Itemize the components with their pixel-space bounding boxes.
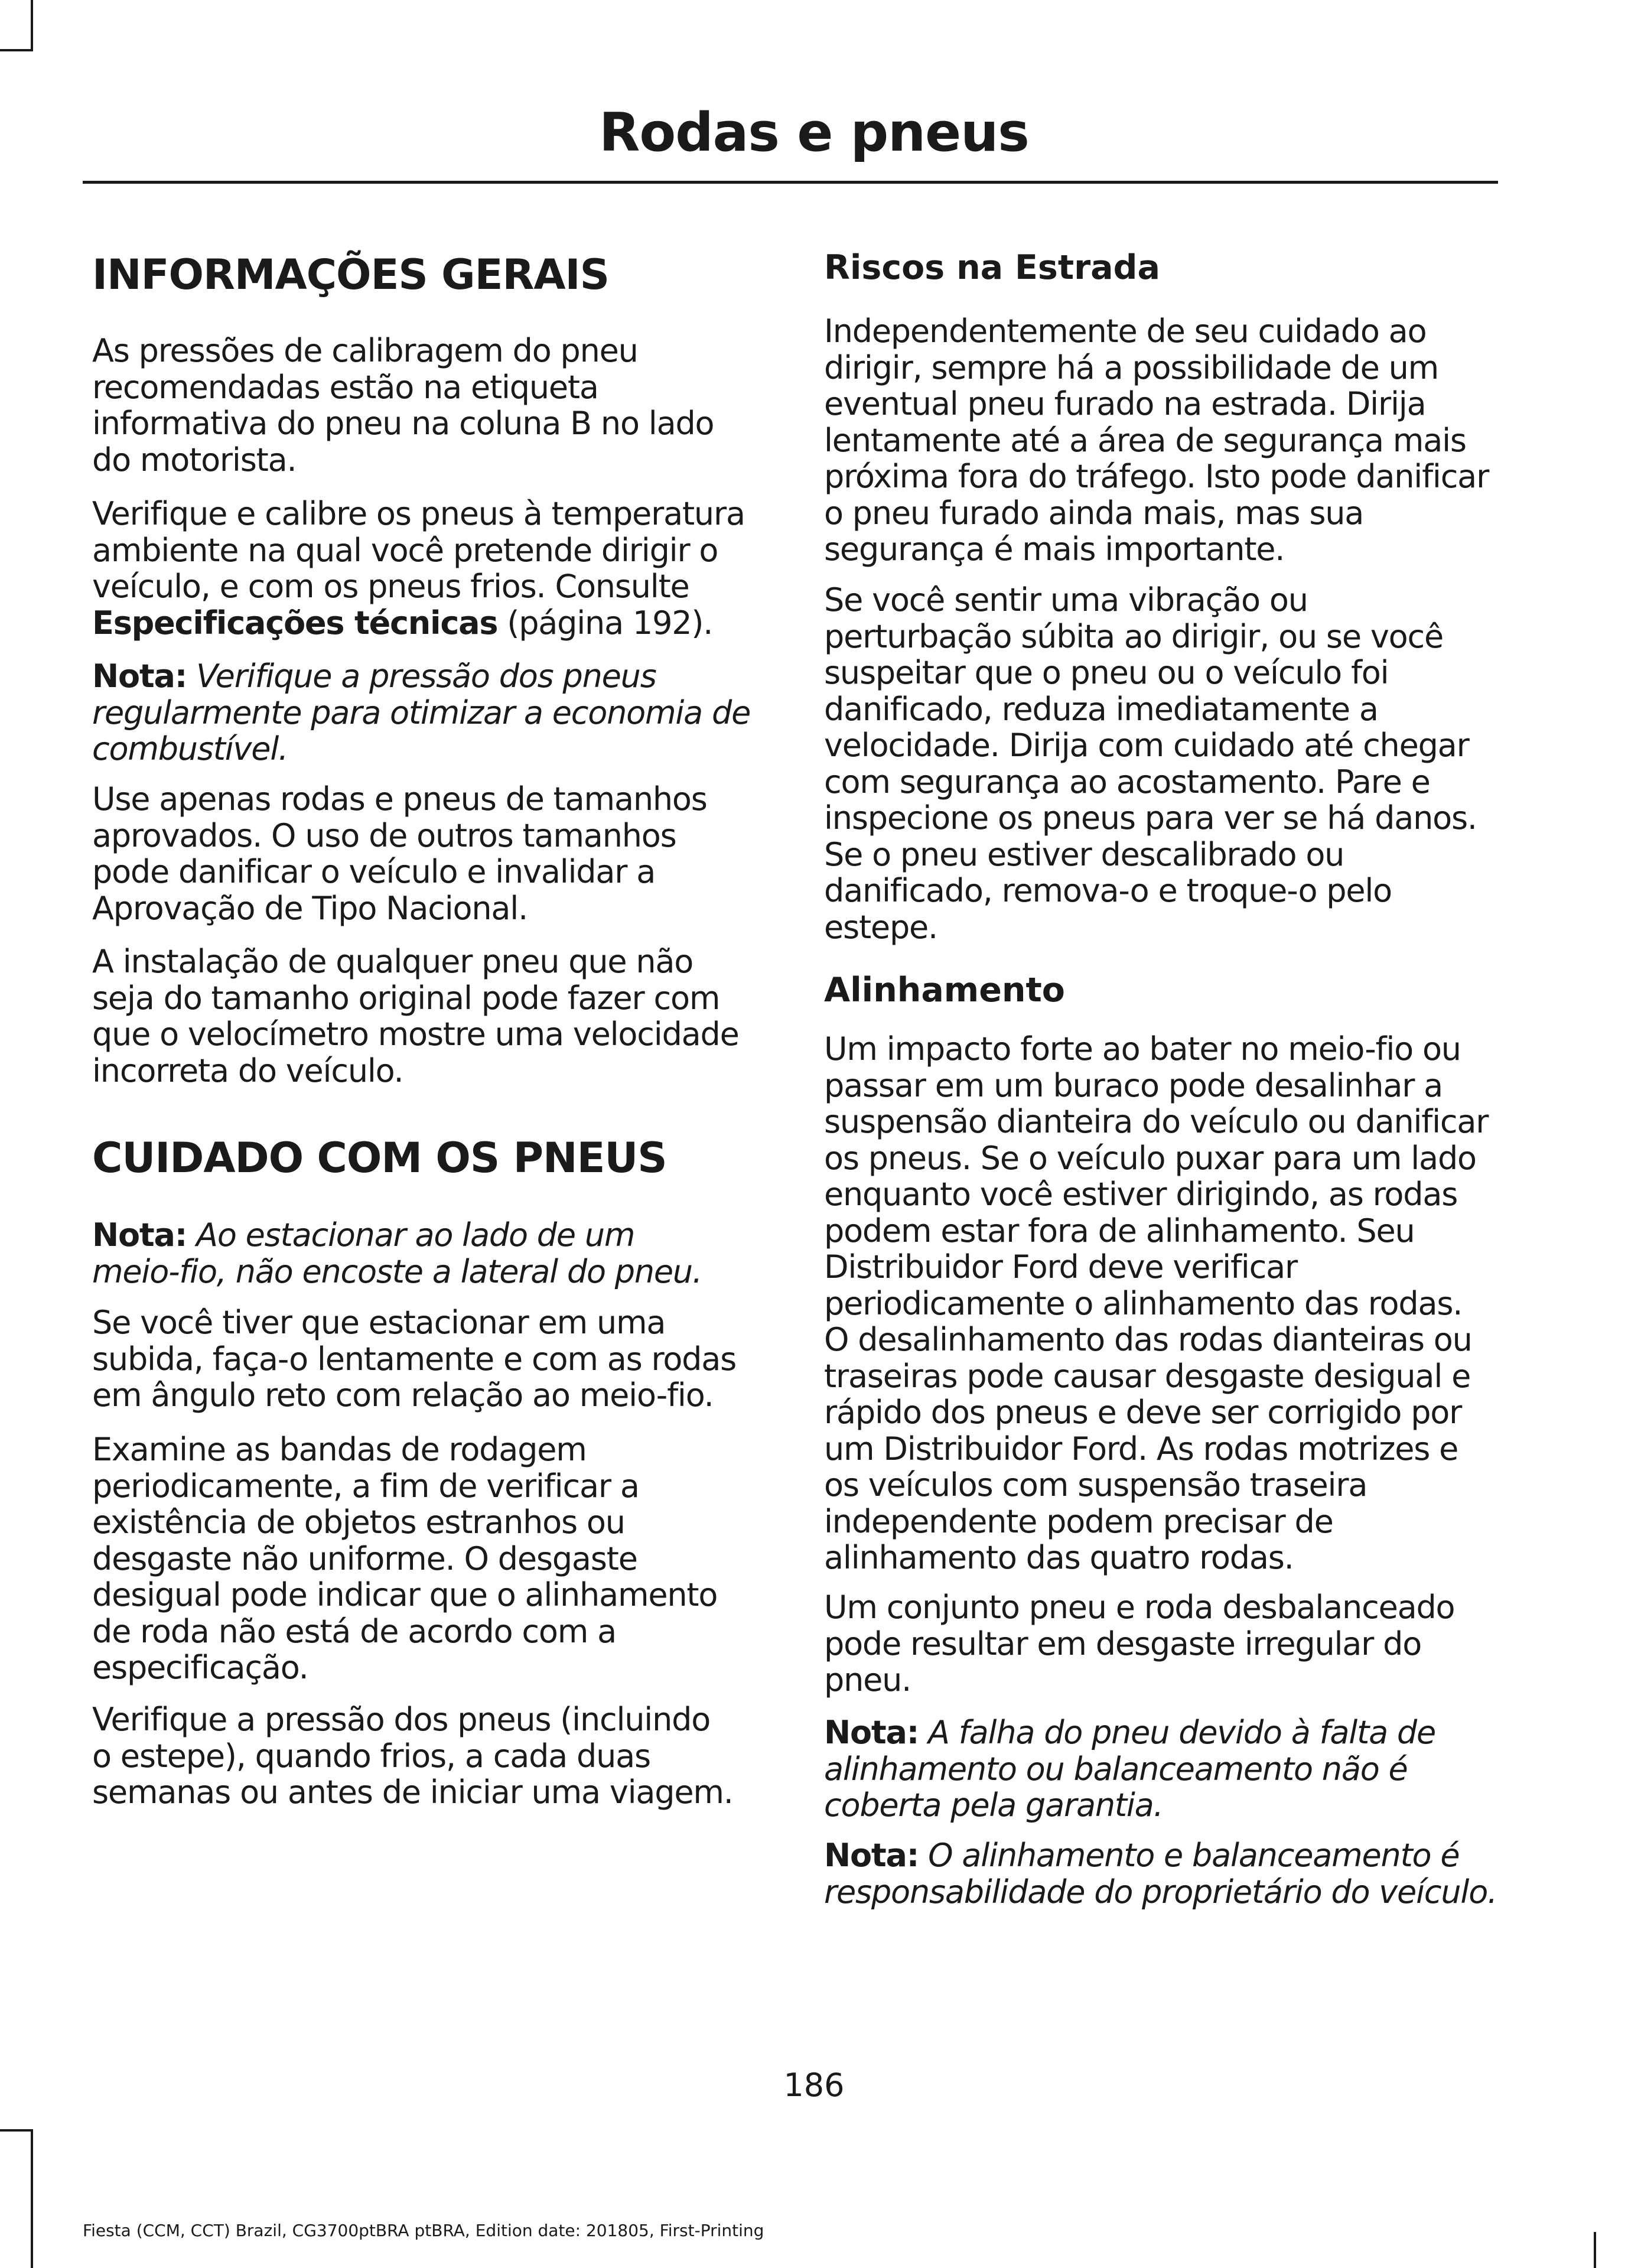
paragraph-flat-tire: Independentemente de seu cuidado ao dirigir, sempre há a possibilidade de um eventual pneu furado na estrada. Dirija lentamente até a área de segurança mais próxima fora do tráfego. Isto pode danificar o pneu furado ainda mais, mas sua segurança é mais importante. <box>824 313 1489 568</box>
crop-mark-bottom-right-v <box>1594 2232 1596 2268</box>
footer-edition-info: Fiesta (CCM, CCT) Brazil, CG3700ptBRA ptBRA, Edition date: 201805, First-Printing <box>83 2221 764 2240</box>
paragraph-pressure-label: As pressões de calibragem do pneu recomendadas estão na etiqueta informativa do pneu na coluna B no lado do motorista. <box>92 332 714 479</box>
paragraph-speedometer: A instalação de qualquer pneu que não seja do tamanho original pode fazer com que o velocímetro mostre uma velocidade incorreta do veículo. <box>92 943 739 1089</box>
paragraph-unbalanced: Um conjunto pneu e roda desbalanceado pode resultar em desgaste irregular do pneu. <box>824 1589 1455 1698</box>
page-number: 186 <box>783 2067 845 2104</box>
heading-alignment: Alinhamento <box>824 971 1065 1010</box>
paragraph-uphill-parking: Se você tiver que estacionar em uma subida, faça-o lentamente e com as rodas em ângulo reto com relação ao meio-fio. <box>92 1304 737 1414</box>
note-label: Nota: <box>92 658 187 695</box>
crop-mark-top-left-v <box>31 0 33 51</box>
page-title: Rodas e pneus <box>599 102 1029 164</box>
note-label: Nota: <box>824 1714 919 1751</box>
heading-general-info: INFORMAÇÕES GERAIS <box>92 250 609 299</box>
heading-road-hazards: Riscos na Estrada <box>824 248 1160 287</box>
paragraph-alignment: Um impacto forte ao bater no meio-fio ou passar em um buraco pode desalinhar a suspensão dianteira do veículo ou danificar os pneus. Se o veículo puxar para um lado enquanto você estiver dirigindo, as rodas podem estar fora de alinhamento. Seu Distribuidor Ford deve verificar periodicamente o alinhamento das rodas. O desalinhamento das rodas dianteiras ou traseiras pode causar desgaste desigual e rápido dos pneus e deve ser corrigido por um Distribuidor Ford. As rodas motrizes e os veículos com suspensão traseira independente podem precisar de alinhamento das quatro rodas. <box>824 1030 1489 1576</box>
heading-tire-care: CUIDADO COM OS PNEUS <box>92 1134 667 1182</box>
paragraph-vibration: Se você sentir uma vibração ou perturbação súbita ao dirigir, ou se você suspeitar que o pneu ou o veículo foi danificado, reduza imediatamente a velocidade. Dirija com cuidado até chegar com segurança ao acostamento. Pare e inspecione os pneus para ver se há danos. Se o pneu estiver descalibrado ou danificado, remova-o e troque-o pelo estepe. <box>824 581 1477 946</box>
header-divider <box>83 181 1498 184</box>
paragraph-approved-sizes: Use apenas rodas e pneus de tamanhos aprovados. O uso de outros tamanhos pode danificar o veículo e invalidar a Aprovação de Tipo Nacional. <box>92 780 707 927</box>
note-label: Nota: <box>92 1216 187 1254</box>
crop-mark-bottom-left-v <box>31 2129 33 2268</box>
paragraph-check-pressure-spare: Verifique a pressão dos pneus (incluindo o estepe), quando frios, a cada duas semanas ou antes de iniciar uma viagem. <box>92 1701 733 1811</box>
note-owner-responsibility: Nota: O alinhamento e balanceamento é responsabilidade do proprietário do veículo. <box>824 1837 1497 1911</box>
note-label: Nota: <box>824 1837 919 1874</box>
paragraph-examine-treads: Examine as bandas de rodagem periodicamente, a fim de verificar a existência de objetos estranhos ou desgaste não uniforme. O desgaste desigual pode indicar que o alinhamento de roda não está de acordo com a especificação. <box>92 1431 718 1686</box>
paragraph-check-calibrate: Verifique e calibre os pneus à temperatura ambiente na qual você pretende dirigir o veículo, e com os pneus frios. Consulte Especificações técnicas (página 192). <box>92 495 745 642</box>
crop-mark-bottom-left-h <box>0 2129 33 2132</box>
note-warranty: Nota: A falha do pneu devido à falta de alinhamento ou balanceamento não é coberta pela garantia. <box>824 1714 1436 1824</box>
note-curb-parking: Nota: Ao estacionar ao lado de um meio-fio, não encoste a lateral do pneu. <box>92 1216 702 1290</box>
crop-mark-top-left-h <box>0 49 33 51</box>
note-pressure-economy: Nota: Verifique a pressão dos pneus regularmente para otimizar a economia de combustível. <box>92 658 751 767</box>
specifications-reference-link[interactable]: Especificações técnicas <box>92 604 498 642</box>
